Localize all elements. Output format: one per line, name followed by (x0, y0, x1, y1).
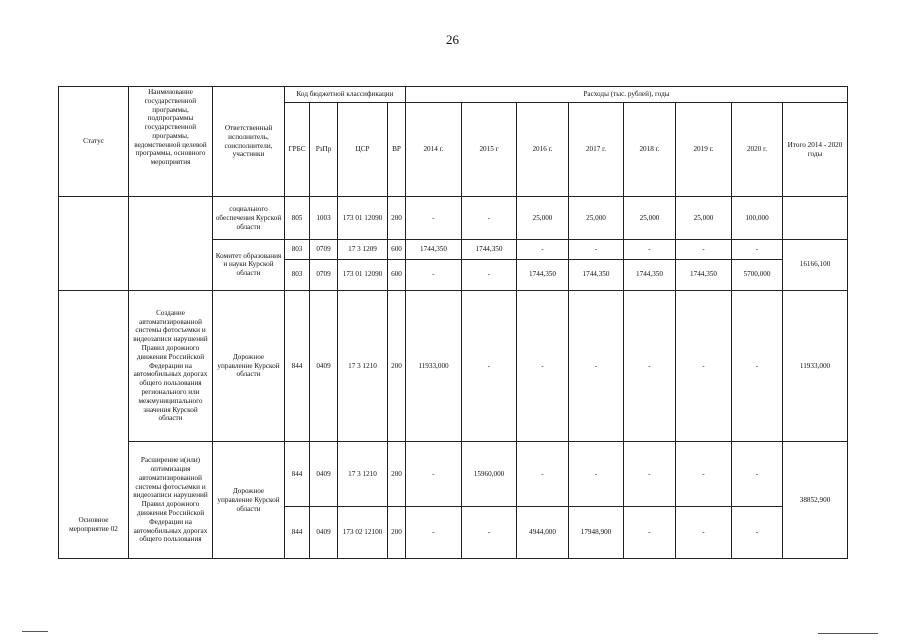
block2-row3-value: 4944,000 (517, 507, 569, 559)
block1-row2-grbs: 803 (285, 239, 310, 259)
main-event-responsible: Дорожное управление Курской области (213, 290, 285, 442)
block2-row1-grbs: 844 (285, 290, 310, 442)
page-number: 26 (446, 32, 459, 47)
header-rzpr: РзПр (310, 103, 338, 197)
block1-row3-vr: 600 (388, 260, 406, 290)
block1-row1-value: 25,000 (569, 197, 624, 240)
block2-row1-value: - (462, 290, 517, 442)
header-program-name: Наименование государственной программы, подпрограммы государственной программы, ведомственной целевой программы, основного мероприятия (129, 87, 213, 197)
header-status: Статус (59, 87, 129, 197)
block1-row3-value: 1744,350 (676, 260, 732, 290)
block1-row1-grbs: 805 (285, 197, 310, 240)
block1-row1-value: 25,000 (624, 197, 676, 240)
header-year: 2019 г. (676, 103, 732, 197)
block1-responsible-2: Комитет образования и науки Курской области (213, 239, 285, 290)
block2-row3-rzpr: 0409 (310, 507, 338, 559)
block1-row2-rzpr: 0709 (310, 239, 338, 259)
block1-row2-value: 1744,350 (406, 239, 462, 259)
block1-row1-responsible: социального обеспечения Курской области (213, 197, 285, 240)
block1-row2-value: 1744,350 (462, 239, 517, 259)
block2-row3-value: 17948,900 (569, 507, 624, 559)
block2-row1-csr: 17 3 1210 (338, 290, 388, 442)
header-budget-code: Код бюджетной классификации (285, 87, 406, 103)
block2-row3-csr: 173 02 12100 (338, 507, 388, 559)
block1-row2-value: - (676, 239, 732, 259)
block2-row1-value: - (676, 290, 732, 442)
header-responsible: Ответственный исполнитель, соисполнители, участники (213, 87, 285, 197)
block1-row2-value: - (732, 239, 783, 259)
block1-row1-value: - (462, 197, 517, 240)
header-vr: ВР (388, 103, 406, 197)
block1-row3-value: - (462, 260, 517, 290)
budget-table (58, 86, 848, 559)
block1-row1-value: 25,000 (676, 197, 732, 240)
block2-row1-value: - (624, 290, 676, 442)
block2-row2-vr: 200 (388, 442, 406, 507)
block2-row2-csr: 17 3 1210 (338, 442, 388, 507)
block1-row1-value: - (406, 197, 462, 240)
block2-row2-value: - (732, 442, 783, 507)
block1-status-cell (59, 197, 129, 290)
expansion-responsible: Дорожное управление Курской области (213, 442, 285, 559)
main-event-status: Основное мероприятие 02 (59, 290, 129, 558)
block2-row3-vr: 200 (388, 507, 406, 559)
block2-row3-value: - (406, 507, 462, 559)
block1-row3-value: 1744,350 (624, 260, 676, 290)
block2-row3-grbs: 844 (285, 507, 310, 559)
expansion-name: Расширение и(или) оптимизация автоматизированной системы фотосъемки и видеозаписи нарушений Правил дорожного движения Российской Федерации на автомобильных дорогах общего пользования (129, 442, 213, 559)
main-event-name: Создание автоматизированной системы фотосъемки и видеозаписи нарушений Правил дорожного движения Российской Федерации на автомобильных дорогах общего пользования регионального или межмуниципального значения Курской области (129, 290, 213, 442)
header-year: 2014 г. (406, 103, 462, 197)
header-year: 2018 г. (624, 103, 676, 197)
block2-row1-rzpr: 0409 (310, 290, 338, 442)
block1-row3-rzpr: 0709 (310, 260, 338, 290)
block1-row3-value: 1744,350 (517, 260, 569, 290)
header-year: 2020 г. (732, 103, 783, 197)
block1-row3-value: - (406, 260, 462, 290)
header-total: Итого 2014 - 2020 годы (783, 103, 848, 197)
block2-row1-value: - (517, 290, 569, 442)
block2-row1-value: 11933,000 (406, 290, 462, 442)
block2-row3-value: - (732, 507, 783, 559)
header-year: 2015 г (462, 103, 517, 197)
block1-row2-value: - (569, 239, 624, 259)
block1-row3-grbs: 803 (285, 260, 310, 290)
block1-total: 16166,100 (783, 239, 848, 290)
block2-row2-value: - (406, 442, 462, 507)
header-expenses: Расходы (тыс. рублей), годы (406, 87, 848, 103)
block2-row2-value: - (624, 442, 676, 507)
block1-row3-value: 5700,000 (732, 260, 783, 290)
block2-row1-value: - (569, 290, 624, 442)
block1-row2-value: - (517, 239, 569, 259)
block2-row1-vr: 200 (388, 290, 406, 442)
block1-row2-value: - (624, 239, 676, 259)
block2-row2-value: - (569, 442, 624, 507)
block2-row3-value: - (624, 507, 676, 559)
block2-row1-value: - (732, 290, 783, 442)
block1-row1-rzpr: 1003 (310, 197, 338, 240)
block1-row1-value: 100,000 (732, 197, 783, 240)
block2-row2-value: 15960,000 (462, 442, 517, 507)
block1-row1-value: 25,000 (517, 197, 569, 240)
header-csr: ЦСР (338, 103, 388, 197)
block2-row2-value: - (517, 442, 569, 507)
block1-row3-csr: 173 01 12090 (338, 260, 388, 290)
block1-row1-total (783, 197, 848, 240)
header-year: 2017 г. (569, 103, 624, 197)
block2-row2-value: - (676, 442, 732, 507)
block1-row3-value: 1744,350 (569, 260, 624, 290)
block1-row2-csr: 17 3 1209 (338, 239, 388, 259)
block2-row2-grbs: 844 (285, 442, 310, 507)
block2-row1-total: 11933,000 (783, 290, 848, 442)
block1-name-cell (129, 197, 213, 290)
block2-total: 38852,900 (783, 442, 848, 559)
header-year: 2016 г. (517, 103, 569, 197)
block2-row3-value: - (462, 507, 517, 559)
block1-row1-csr: 173 01 12090 (338, 197, 388, 240)
scan-artifact-line (22, 631, 48, 632)
block1-row1-vr: 200 (388, 197, 406, 240)
block1-row2-vr: 600 (388, 239, 406, 259)
block2-row2-rzpr: 0409 (310, 442, 338, 507)
block2-row3-value: - (676, 507, 732, 559)
header-grbs: ГРБС (285, 103, 310, 197)
scan-artifact-line (818, 633, 878, 634)
